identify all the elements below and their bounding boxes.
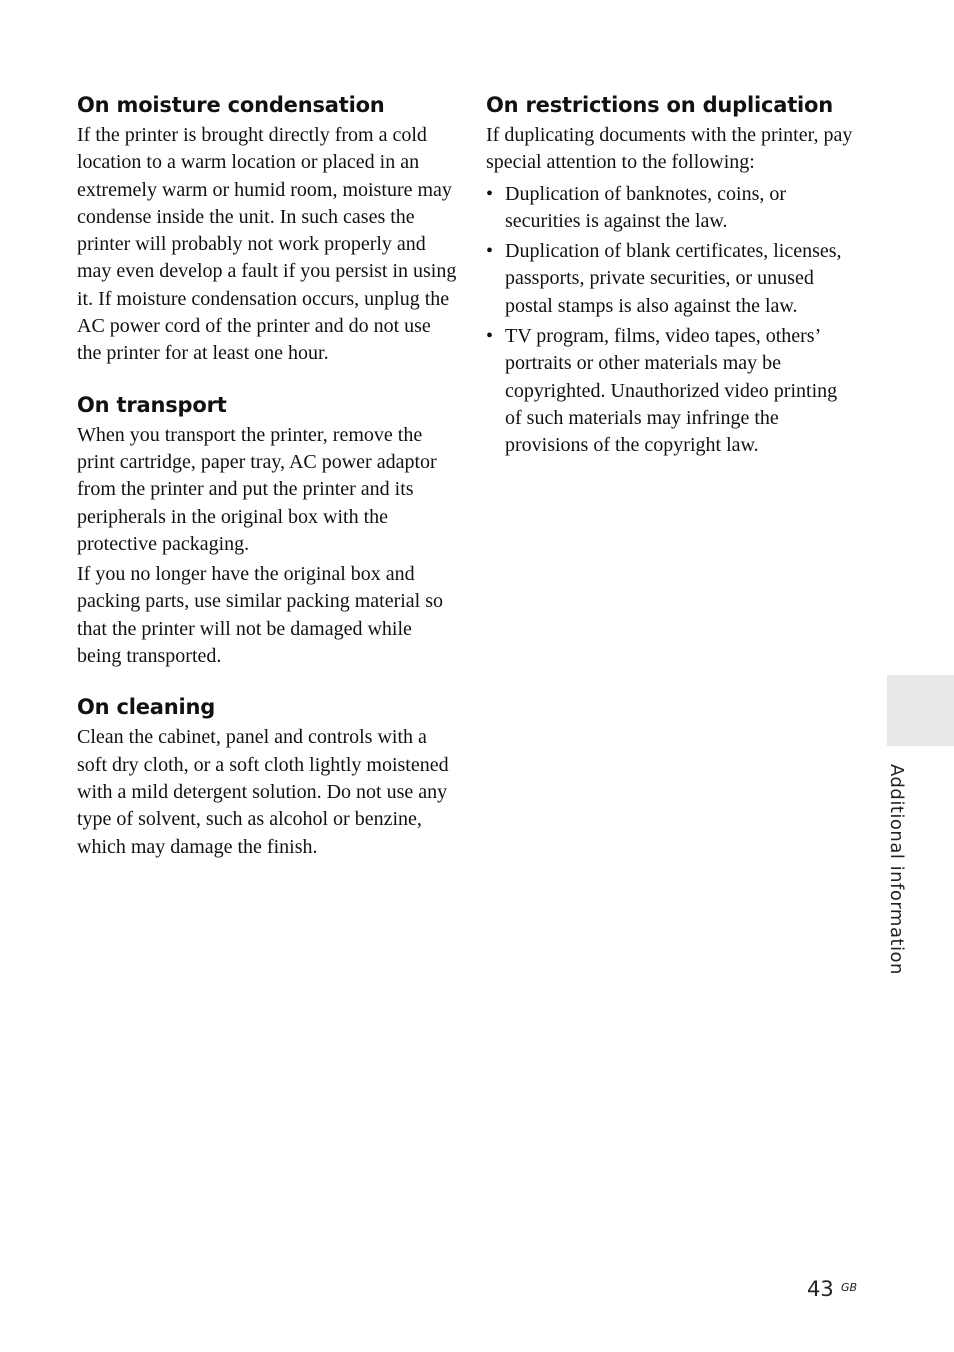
bullet-icon: •: [486, 240, 494, 263]
cleaning-heading: On cleaning: [77, 695, 216, 720]
duplication-heading: On restrictions on duplication: [486, 93, 834, 117]
page-region-code: GB: [841, 1281, 858, 1294]
list-item: [486, 238, 858, 320]
section-tab-label: Additional information: [886, 764, 907, 975]
left-column: [77, 90, 457, 883]
cleaning-body: Clean the cabinet, panel and controls with a soft dry cloth, or a soft cloth lightly moistened with a mild detergent solution. Do not use any type of solvent, such as alcohol or benzine, which may damage the finish.: [77, 726, 449, 858]
transport-body-1: When you transport the printer, remove the print cartridge, paper tray, AC power adaptor from the printer and put the printer and its peripherals in the original box with the protective packaging.: [77, 423, 437, 555]
duplication-list: [486, 181, 858, 460]
transport-section: [77, 390, 457, 671]
page-number: 43: [807, 1277, 834, 1301]
list-item: [486, 323, 858, 459]
moisture-body: If the printer is brought directly from a cold location to a warm location or placed in an extremely warm or humid room, moisture may condense inside the unit. In such cases the printer will probably not work properly and may even develop a fault if you persist in using it. If moisture condensation occurs, unplug the AC power cord of the printer and do not use the printer for at least one hour.: [77, 124, 457, 365]
transport-body-2: If you no longer have the original box and packing parts, use similar packing material so that the printer will not be damaged while being transported.: [77, 563, 444, 668]
bullet-icon: •: [486, 325, 494, 348]
bullet-icon: •: [486, 182, 494, 205]
list-item: [486, 181, 858, 236]
right-column: [486, 90, 858, 482]
duplication-intro: If duplicating documents with the printer, pay special attention to the following:: [486, 124, 853, 174]
list-item-text: TV program, films, video tapes, others’ portraits or other materials may be copyrighted. Unauthorized video printing of such materials may infringe the provisions of the copyright law.: [505, 325, 838, 457]
cleaning-section: [77, 692, 457, 860]
moisture-section: [77, 90, 457, 368]
list-item-text: Duplication of blank certificates, licenses, passports, private securities, or unused postal stamps is also against the law.: [505, 240, 842, 317]
transport-heading: On transport: [77, 392, 227, 417]
list-item-text: Duplication of banknotes, coins, or securities is against the law.: [505, 182, 787, 232]
duplication-section: [486, 90, 858, 460]
section-tab-marker: [887, 675, 954, 746]
moisture-heading: On moisture condensation: [77, 93, 385, 117]
